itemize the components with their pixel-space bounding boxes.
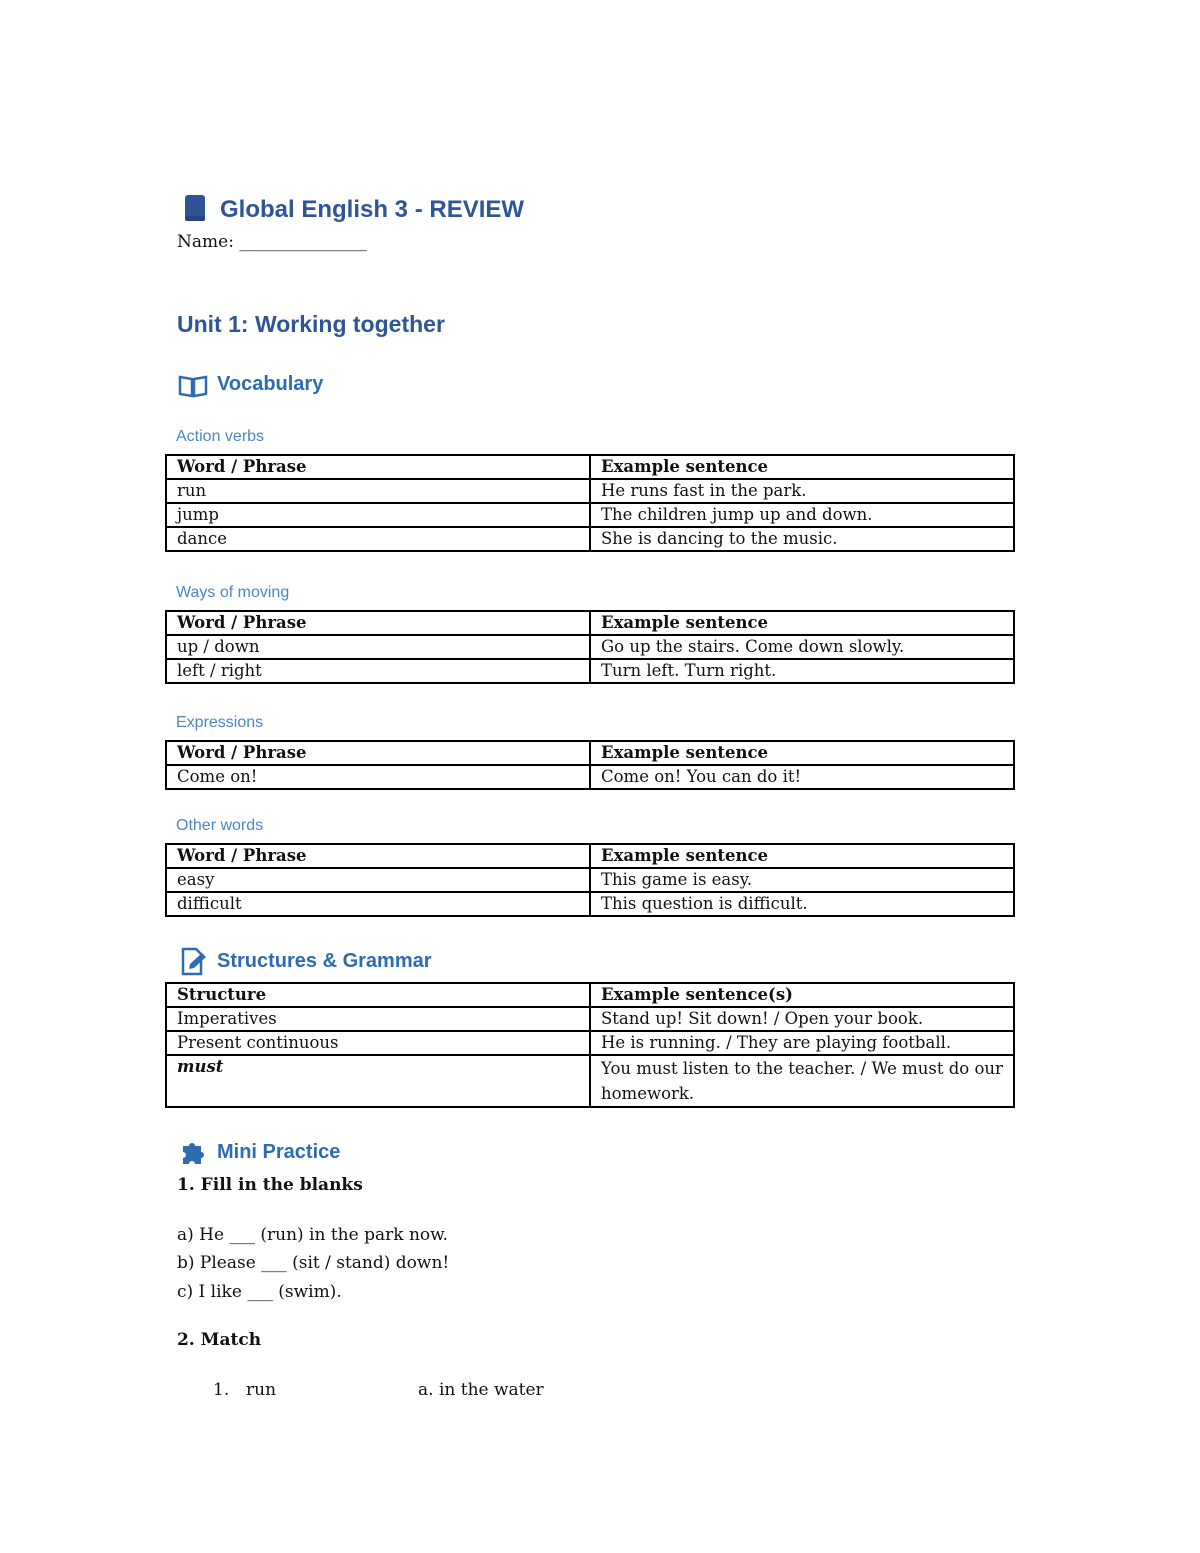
grammar-table (165, 982, 1015, 1108)
group-title-action-verbs: Action verbs (176, 428, 265, 445)
structure-cell: Present continuous (166, 1031, 590, 1055)
table-header-row (166, 455, 1014, 479)
name-field[interactable]: Name: _______________ (177, 232, 367, 252)
match-item-answer: a. in the water (418, 1380, 544, 1400)
word-cell: up / down (166, 635, 590, 659)
example-cell: Come on! You can do it! (590, 765, 1014, 789)
table-row (166, 1031, 1014, 1055)
blank-item-a: a) He ___ (run) in the park now. (177, 1225, 449, 1245)
example-cell: He is running. / They are playing football. (590, 1031, 1014, 1055)
header-cell: Example sentence (590, 611, 1014, 635)
practice-heading: Mini Practice (217, 1141, 341, 1163)
page-title: Global English 3 - REVIEW (220, 196, 525, 223)
header-cell: Example sentence (590, 844, 1014, 868)
group-title-ways-of-moving: Ways of moving (176, 584, 290, 601)
example-cell: Turn left. Turn right. (590, 659, 1014, 683)
word-cell: left / right (166, 659, 590, 683)
word-cell: difficult (166, 892, 590, 916)
table-row (166, 1007, 1014, 1031)
question-1-title: 1. Fill in the blanks (177, 1175, 363, 1195)
example-cell: Stand up! Sit down! / Open your book. (590, 1007, 1014, 1031)
match-item-number: 1. (213, 1380, 230, 1400)
question-2-title: 2. Match (177, 1330, 262, 1350)
vocab-table-action-verbs (165, 454, 1015, 552)
puzzle-piece-icon (179, 1140, 207, 1170)
table-row (166, 765, 1014, 789)
vocab-table-other-words (165, 843, 1015, 917)
header-cell: Word / Phrase (166, 611, 590, 635)
table-row (166, 892, 1014, 916)
word-cell: run (166, 479, 590, 503)
example-cell: This game is easy. (590, 868, 1014, 892)
table-row (166, 659, 1014, 683)
header-cell: Word / Phrase (166, 741, 590, 765)
blank-item-c: c) I like ___ (swim). (177, 1282, 342, 1302)
table-header-row (166, 741, 1014, 765)
table-row (166, 527, 1014, 551)
header-cell: Example sentence (590, 741, 1014, 765)
example-cell: You must listen to the teacher. / We must do our homework. (590, 1055, 1014, 1107)
vocab-table-expressions (165, 740, 1015, 790)
structure-cell: must (166, 1055, 590, 1107)
example-cell: Go up the stairs. Come down slowly. (590, 635, 1014, 659)
header-cell: Word / Phrase (166, 844, 590, 868)
table-header-row (166, 844, 1014, 868)
example-cell: She is dancing to the music. (590, 527, 1014, 551)
example-cell: He runs fast in the park. (590, 479, 1014, 503)
word-cell: Come on! (166, 765, 590, 789)
table-row (166, 503, 1014, 527)
vocabulary-heading: Vocabulary (217, 373, 324, 395)
example-cell: This question is difficult. (590, 892, 1014, 916)
header-cell: Example sentence(s) (590, 983, 1014, 1007)
match-item-word: run (246, 1380, 277, 1400)
word-cell: easy (166, 868, 590, 892)
book-icon (184, 194, 206, 226)
blank-item-b: b) Please ___ (sit / stand) down! (177, 1253, 450, 1273)
group-title-expressions: Expressions (176, 714, 264, 731)
open-book-icon (178, 374, 208, 402)
header-cell: Word / Phrase (166, 455, 590, 479)
table-header-row (166, 611, 1014, 635)
table-row (166, 868, 1014, 892)
word-cell: dance (166, 527, 590, 551)
unit-title: Unit 1: Working together (177, 311, 445, 337)
structure-cell: Imperatives (166, 1007, 590, 1031)
header-cell: Structure (166, 983, 590, 1007)
edit-document-icon (180, 947, 208, 981)
group-title-other-words: Other words (176, 817, 264, 834)
table-row (166, 479, 1014, 503)
vocab-table-ways-of-moving (165, 610, 1015, 684)
grammar-heading: Structures & Grammar (217, 950, 432, 972)
table-row (166, 635, 1014, 659)
word-cell: jump (166, 503, 590, 527)
table-header-row (166, 983, 1014, 1007)
example-cell: The children jump up and down. (590, 503, 1014, 527)
table-row (166, 1055, 1014, 1107)
header-cell: Example sentence (590, 455, 1014, 479)
